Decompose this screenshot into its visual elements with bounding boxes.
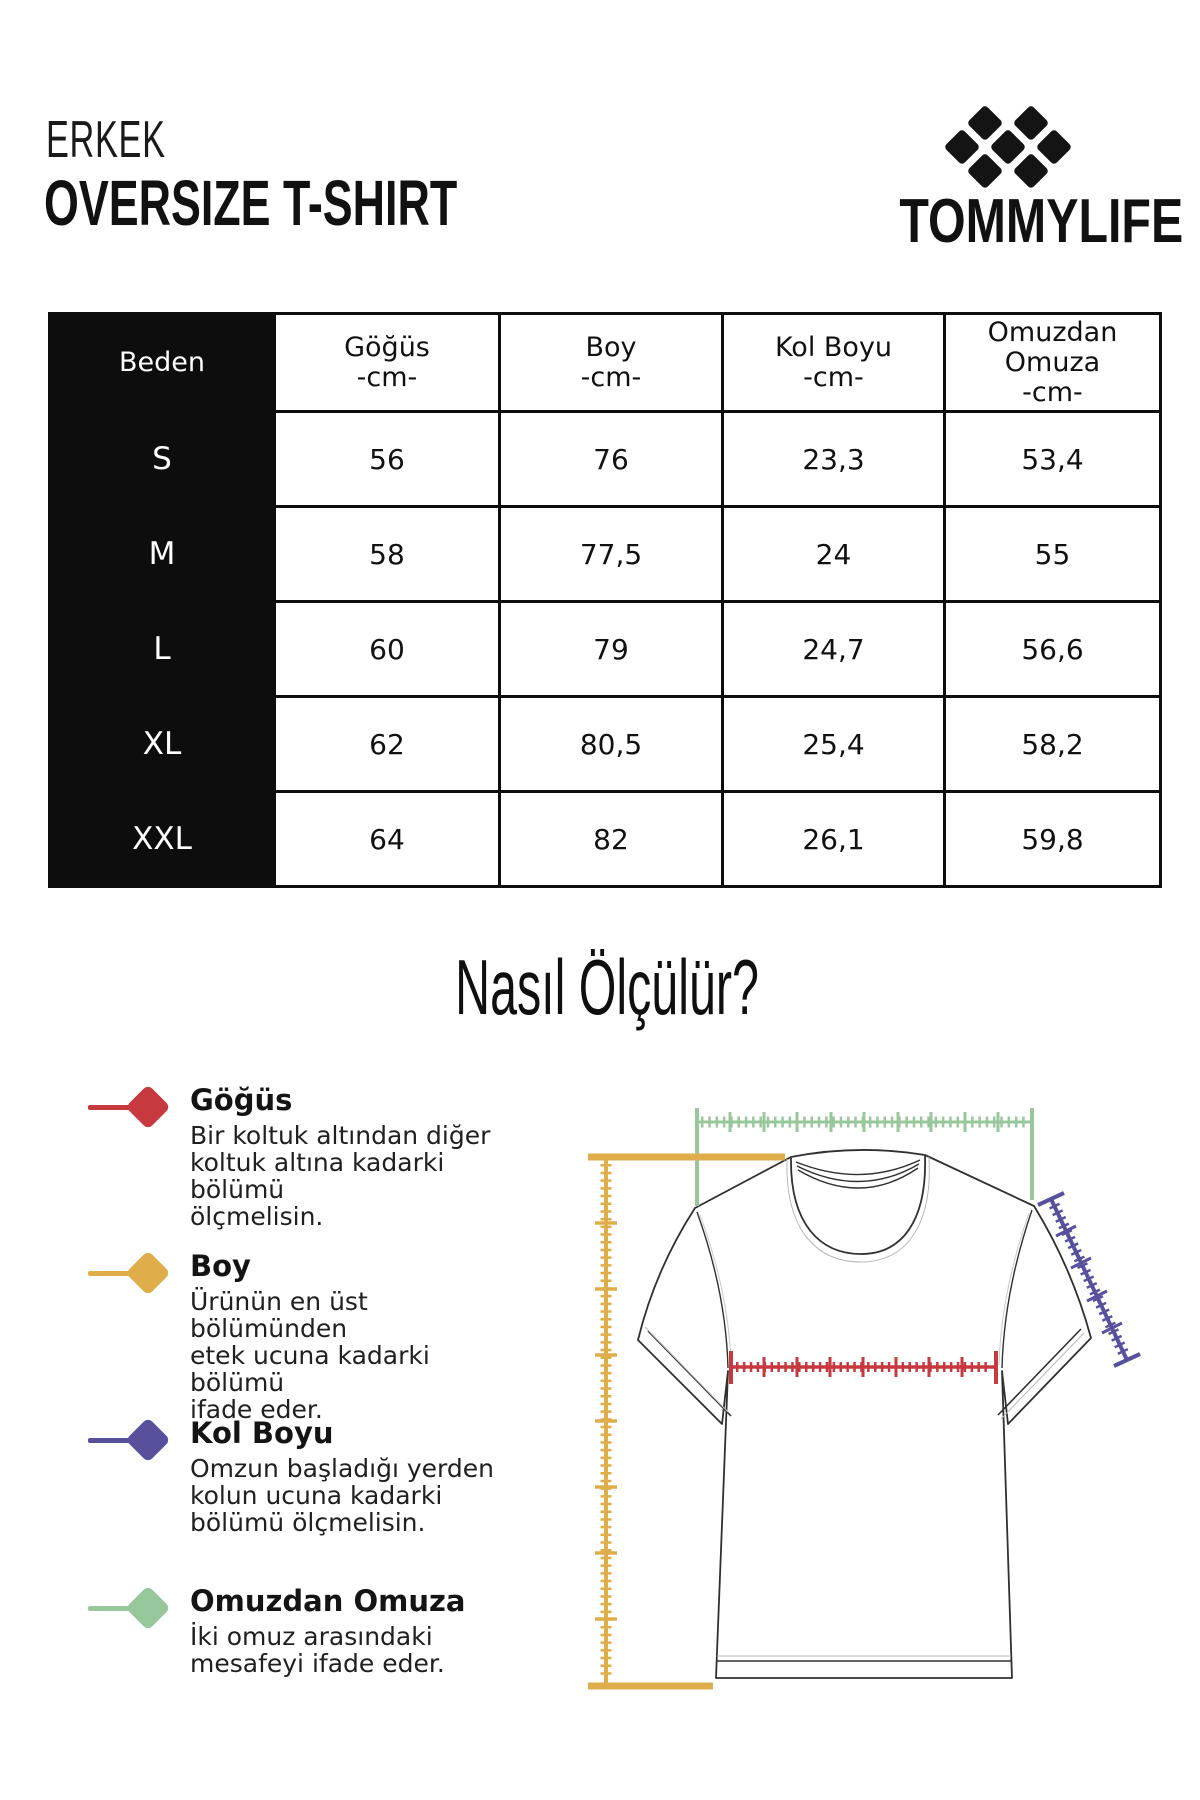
table-value: 25,4 <box>724 698 943 790</box>
measure-line <box>88 1271 133 1276</box>
brand-name: TOMMYLIFE <box>899 187 1184 256</box>
table-value: 64 <box>276 793 498 885</box>
table-value: 79 <box>501 603 721 695</box>
size-label: XL <box>51 698 273 790</box>
legend-item-omuzdan-omuza <box>75 1584 495 1677</box>
measure-line <box>88 1438 133 1443</box>
diamond-marker-icon <box>125 1250 170 1295</box>
table-value: 24 <box>724 508 943 600</box>
legend-item-gogus <box>75 1083 495 1230</box>
table-value: 26,1 <box>724 793 943 885</box>
table-header-shoulder: Omuzdan Omuza -cm- <box>946 315 1159 410</box>
table-value: 24,7 <box>724 603 943 695</box>
table-value: 77,5 <box>501 508 721 600</box>
table-value: 58 <box>276 508 498 600</box>
legend-description: Omzun başladığı yerden kolun ucuna kadarki bölümü ölçmelisin. <box>190 1454 494 1537</box>
table-header-chest: Göğüs -cm- <box>276 315 498 410</box>
diamond-grid-icon <box>868 84 1153 189</box>
product-title: OVERSIZE T-SHIRT <box>44 167 458 239</box>
size-table <box>48 312 1162 888</box>
legend-label: Omuzdan Omuza <box>190 1584 466 1618</box>
size-label: M <box>51 508 273 600</box>
measure-line <box>88 1105 133 1110</box>
table-value: 23,3 <box>724 413 943 505</box>
table-value: 56 <box>276 413 498 505</box>
diamond-marker-icon <box>125 1084 170 1129</box>
table-value: 62 <box>276 698 498 790</box>
table-value: 59,8 <box>946 793 1159 885</box>
table-value: 76 <box>501 413 721 505</box>
diamond-marker-icon <box>125 1585 170 1630</box>
measure-line <box>88 1606 133 1611</box>
tshirt-measure-diagram <box>490 1040 1200 1800</box>
table-value: 53,4 <box>946 413 1159 505</box>
brand-logo <box>868 84 1153 189</box>
legend-description: İki omuz arasındaki mesafeyi ifade eder. <box>190 1622 445 1678</box>
size-label: S <box>51 413 273 505</box>
table-header-length: Boy -cm- <box>501 315 721 410</box>
table-header-size: Beden <box>51 315 273 410</box>
tshirt-outline <box>638 1150 1091 1678</box>
legend-item-boy <box>75 1249 495 1423</box>
legend-label: Göğüs <box>190 1083 293 1117</box>
table-value: 60 <box>276 603 498 695</box>
table-value: 58,2 <box>946 698 1159 790</box>
size-label: L <box>51 603 273 695</box>
legend-description: Bir koltuk altından diğer koltuk altına kadarki bölümü ölçmelisin. <box>190 1121 491 1231</box>
legend-description: Ürünün en üst bölümünden etek ucuna kadarki bölümü ifade eder. <box>190 1287 430 1424</box>
diamond-marker-icon <box>125 1417 170 1462</box>
legend-label: Kol Boyu <box>190 1416 334 1450</box>
table-value: 55 <box>946 508 1159 600</box>
category-label: ERKEK <box>46 111 166 169</box>
table-value: 80,5 <box>501 698 721 790</box>
table-value: 82 <box>501 793 721 885</box>
size-label: XXL <box>51 793 273 885</box>
how-to-measure-title: Nasıl Ölçülür? <box>455 943 759 1031</box>
table-header-sleeve: Kol Boyu -cm- <box>724 315 943 410</box>
table-value: 56,6 <box>946 603 1159 695</box>
legend-label: Boy <box>190 1249 251 1283</box>
legend-item-kol-boyu <box>75 1416 495 1536</box>
